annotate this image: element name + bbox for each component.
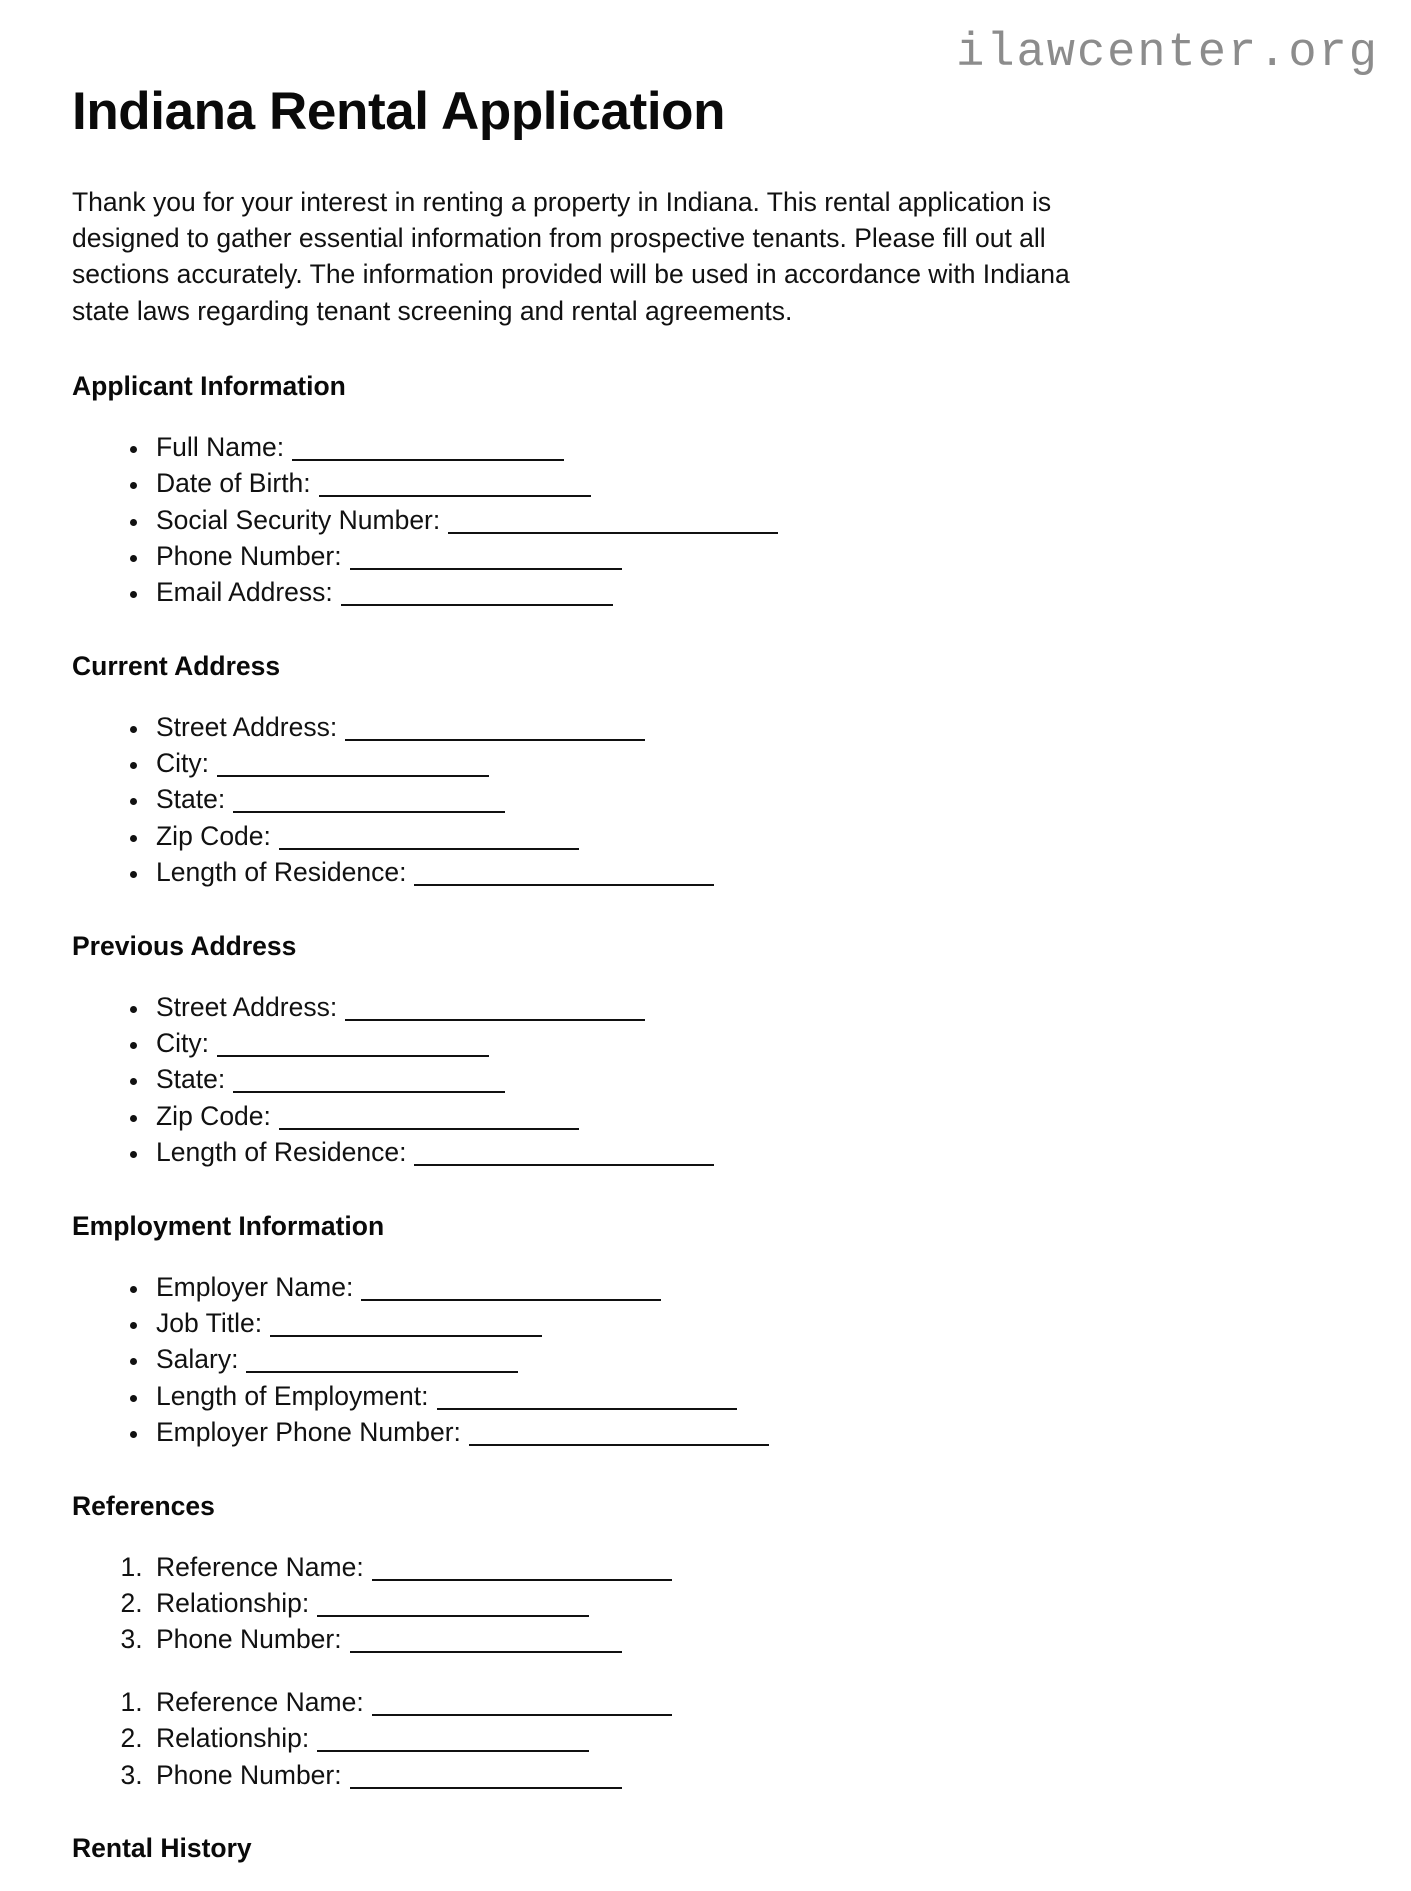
section-applicant-information bbox=[72, 371, 1252, 611]
list-item bbox=[150, 1305, 1252, 1341]
field-list bbox=[72, 429, 1252, 611]
fill-in-blank[interactable] bbox=[217, 1038, 489, 1057]
fill-in-blank[interactable] bbox=[350, 551, 622, 570]
fill-in-blank[interactable] bbox=[317, 1733, 589, 1752]
field-label: Reference Name: bbox=[156, 1551, 364, 1582]
fill-in-blank[interactable] bbox=[279, 1111, 579, 1130]
field-label: Street Address: bbox=[156, 711, 338, 742]
field-label: Zip Code: bbox=[156, 820, 271, 851]
field-label: Street Address: bbox=[156, 991, 338, 1022]
list-item bbox=[150, 1269, 1252, 1305]
fill-in-blank[interactable] bbox=[246, 1354, 518, 1373]
field-label: Length of Employment: bbox=[156, 1380, 429, 1411]
field-label: Salary: bbox=[156, 1344, 239, 1375]
field-label: Job Title: bbox=[156, 1308, 263, 1339]
list-item bbox=[150, 1341, 1252, 1377]
page-title: Indiana Rental Application bbox=[72, 82, 726, 141]
field-label: State: bbox=[156, 784, 226, 815]
field-label: Email Address: bbox=[156, 577, 333, 608]
field-label: Phone Number: bbox=[156, 1624, 342, 1655]
list-item bbox=[150, 465, 1252, 501]
list-item bbox=[150, 1621, 1252, 1657]
list-item bbox=[150, 854, 1252, 890]
list-item bbox=[150, 1378, 1252, 1414]
list-item bbox=[150, 818, 1252, 854]
list-item bbox=[150, 745, 1252, 781]
fill-in-blank[interactable] bbox=[437, 1391, 737, 1410]
field-label: Social Security Number: bbox=[156, 504, 441, 535]
fill-in-blank[interactable] bbox=[345, 722, 645, 741]
fill-in-blank[interactable] bbox=[270, 1318, 542, 1337]
list-item bbox=[150, 1684, 1252, 1720]
fill-in-blank[interactable] bbox=[279, 831, 579, 850]
list-item bbox=[150, 989, 1252, 1025]
list-item bbox=[150, 1757, 1252, 1793]
reference-group-one bbox=[72, 1549, 1252, 1658]
section-heading: Previous Address bbox=[72, 930, 297, 961]
fill-in-blank[interactable] bbox=[469, 1427, 769, 1446]
field-label: Employer Phone Number: bbox=[156, 1417, 461, 1448]
site-watermark: ilawcenter.org bbox=[956, 27, 1379, 80]
fill-in-blank[interactable] bbox=[372, 1697, 672, 1716]
field-label: Length of Residence: bbox=[156, 1137, 407, 1168]
field-label: City: bbox=[156, 748, 209, 779]
section-previous-address bbox=[72, 931, 1252, 1171]
list-item bbox=[150, 538, 1252, 574]
fill-in-blank[interactable] bbox=[414, 1147, 714, 1166]
field-label: Relationship: bbox=[156, 1723, 310, 1754]
field-label: Phone Number: bbox=[156, 540, 342, 571]
list-item bbox=[150, 1025, 1252, 1061]
field-list bbox=[72, 1269, 1252, 1451]
fill-in-blank[interactable] bbox=[233, 1074, 505, 1093]
list-item bbox=[150, 1098, 1252, 1134]
list-item bbox=[150, 781, 1252, 817]
fill-in-blank[interactable] bbox=[372, 1562, 672, 1581]
list-item bbox=[150, 1134, 1252, 1170]
document-body bbox=[72, 84, 1252, 1891]
intro-paragraph: Thank you for your interest in renting a property in Indiana. This rental application is designed to gather essential information from prospective tenants. Please fill out all sections accurately. The information provided will be used in accordance with Indiana state laws regarding tenant screening and rental agreements. bbox=[72, 186, 1070, 326]
list-item bbox=[150, 502, 1252, 538]
field-list bbox=[72, 709, 1252, 891]
field-label: Reference Name: bbox=[156, 1686, 364, 1717]
fill-in-blank[interactable] bbox=[319, 478, 591, 497]
field-label: Phone Number: bbox=[156, 1759, 342, 1790]
field-label: City: bbox=[156, 1028, 209, 1059]
list-item bbox=[150, 1061, 1252, 1097]
field-label: Date of Birth: bbox=[156, 468, 311, 499]
list-item bbox=[150, 709, 1252, 745]
field-list bbox=[72, 989, 1252, 1171]
fill-in-blank[interactable] bbox=[448, 515, 778, 534]
list-item bbox=[150, 1585, 1252, 1621]
section-references bbox=[72, 1491, 1252, 1793]
section-heading: Rental History bbox=[72, 1833, 252, 1864]
field-label: Full Name: bbox=[156, 431, 285, 462]
fill-in-blank[interactable] bbox=[341, 587, 613, 606]
field-label: State: bbox=[156, 1064, 226, 1095]
section-rental-history bbox=[72, 1833, 1252, 1865]
section-heading: Applicant Information bbox=[72, 370, 346, 401]
list-item bbox=[150, 1549, 1252, 1585]
list-item bbox=[150, 1414, 1252, 1450]
fill-in-blank[interactable] bbox=[233, 794, 505, 813]
list-item bbox=[150, 1720, 1252, 1756]
fill-in-blank[interactable] bbox=[350, 1770, 622, 1789]
fill-in-blank[interactable] bbox=[361, 1282, 661, 1301]
fill-in-blank[interactable] bbox=[350, 1634, 622, 1653]
fill-in-blank[interactable] bbox=[317, 1598, 589, 1617]
fill-in-blank[interactable] bbox=[292, 442, 564, 461]
field-label: Relationship: bbox=[156, 1588, 310, 1618]
field-label: Zip Code: bbox=[156, 1100, 271, 1131]
list-item bbox=[150, 574, 1252, 610]
section-heading: Current Address bbox=[72, 650, 281, 681]
section-heading: Employment Information bbox=[72, 1210, 385, 1241]
field-label: Length of Residence: bbox=[156, 857, 407, 888]
fill-in-blank[interactable] bbox=[414, 867, 714, 886]
reference-group-two bbox=[72, 1684, 1252, 1793]
fill-in-blank[interactable] bbox=[345, 1002, 645, 1021]
list-item bbox=[150, 429, 1252, 465]
section-current-address bbox=[72, 651, 1252, 891]
fill-in-blank[interactable] bbox=[217, 758, 489, 777]
section-employment-information bbox=[72, 1211, 1252, 1451]
section-heading: References bbox=[72, 1490, 215, 1521]
field-label: Employer Name: bbox=[156, 1271, 354, 1302]
